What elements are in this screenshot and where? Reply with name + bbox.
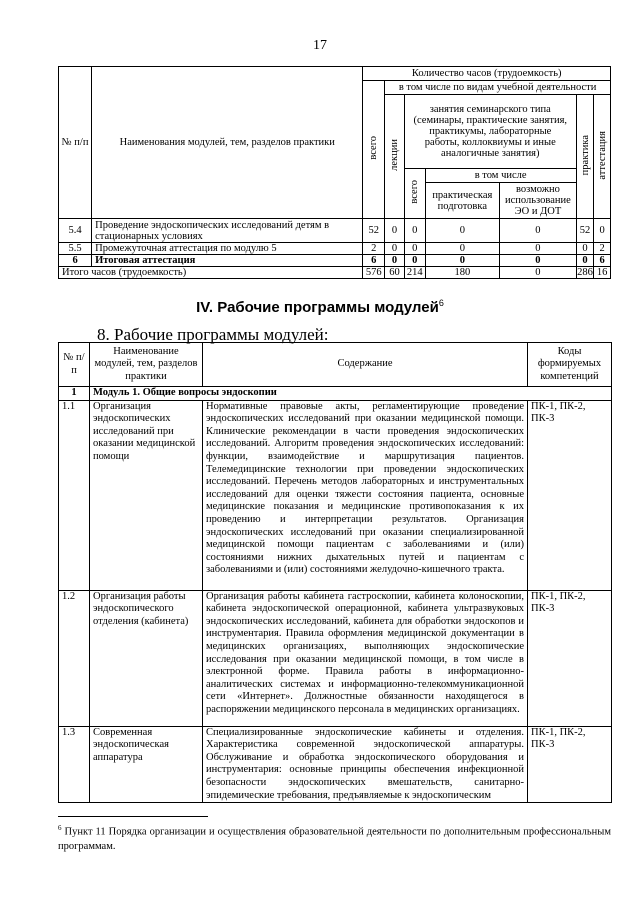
row-num: 5.5 <box>59 243 92 255</box>
row-num: 6 <box>59 255 92 267</box>
total-label: Итого часов (трудоемкость) <box>59 267 363 279</box>
table-row <box>59 400 612 590</box>
row-name: Проведение эндоскопических исследований детям в стационарных условиях <box>92 219 363 243</box>
row-name: Промежуточная аттестация по модулю 5 <box>92 243 363 255</box>
module-title: Модуль 1. Общие вопросы эндоскопии <box>90 387 612 401</box>
header-num: № п/п <box>59 343 90 387</box>
footnote-text: Пункт 11 Порядка организации и осуществления образовательной деятельности по дополнительным профессиональным программам. <box>58 826 611 852</box>
row-codes: ПК-1, ПК-2, ПК-3 <box>528 726 612 803</box>
page-number: 17 <box>313 38 327 53</box>
footnote-ref: 6 <box>438 298 444 308</box>
footnote <box>58 821 611 854</box>
cell: 60 <box>385 267 405 279</box>
row-content: Организация работы кабинета гастроскопии, кабинета колоноскопии, кабинета эндоскопической операционной, кабинета ультразвуковых эндоскопических исследований, кабинета для обработки эндоскопов и инструментария. Правила оформления медицинской документации в медицинских организациях, выполняющих эндоскопические исследования при оказании медицинской помощи, в том числе в электронной форме. Правила работы в информационно-аналитических системах и информационно-телекоммуникационной сети «Интернет». Должностные обязанности находящегося в распоряжении медицинского персонала в медицинских организациях. <box>203 590 528 726</box>
cell: 0 <box>576 243 594 255</box>
cell: 0 <box>500 243 577 255</box>
cell: 16 <box>594 267 611 279</box>
cell: 2 <box>594 243 611 255</box>
cell: 0 <box>500 267 577 279</box>
cell: 0 <box>425 219 500 243</box>
cell: 286 <box>577 267 593 278</box>
cell: 52 <box>363 219 385 243</box>
header-hours: Количество часов (трудоемкость) <box>363 67 611 81</box>
row-content: Специализированные эндоскопические кабинеты и отделения. Характеристика современной эндоскопической аппаратуры. Обслуживание и обработка эндоскопического оборудования и инструментария: основные принципы обеспечения инфекционной безопасности эндоскопических вмешательств, санитарно-эпидемические требования, предъявляемые к эндоскопическим <box>203 726 528 803</box>
cell: 0 <box>594 219 611 243</box>
cell: 0 <box>404 255 425 267</box>
header-name: Наименование модулей, тем, разделов практики <box>90 343 203 387</box>
table-row <box>59 243 611 255</box>
header-attestation: аттестация <box>594 95 611 219</box>
header-all: всего <box>363 81 385 219</box>
header-content: Содержание <box>203 343 528 387</box>
header-by-type: в том числе по видам учебной деятельности <box>385 81 611 95</box>
header-eo-dot: возможно использование ЭО и ДОТ <box>500 183 577 219</box>
cell: 0 <box>425 255 500 267</box>
row-name: Организация эндоскопических исследований при оказании медицинской помощи <box>90 400 203 590</box>
cell: 0 <box>385 255 405 267</box>
cell: 0 <box>404 243 425 255</box>
header-codes: Коды формируемых компетенций <box>528 343 612 387</box>
cell: 180 <box>425 267 500 279</box>
header-seminar: занятия семинарского типа (семинары, практические занятия, практикумы, лабораторные работы, коллоквиумы и иные аналогичные занятия) <box>404 95 576 169</box>
row-num: 5.4 <box>59 219 92 243</box>
cell: 214 <box>404 267 425 279</box>
header-lectures: лекции <box>385 95 405 219</box>
table-row <box>59 590 612 726</box>
section-heading-iv: IV. Рабочие программы модулей$^6$ <box>196 298 444 316</box>
cell: 6 <box>594 255 611 267</box>
cell: 0 <box>404 219 425 243</box>
modules-table <box>58 342 612 803</box>
table-row <box>59 255 611 267</box>
module-num: 1 <box>59 387 90 401</box>
cell: 52 <box>576 219 594 243</box>
header-incl: в том числе <box>425 169 576 183</box>
cell: 0 <box>500 219 577 243</box>
section-heading-8: 8. Рабочие программы модулей: <box>97 325 329 344</box>
header-name: Наименования модулей, тем, разделов практики <box>92 67 363 219</box>
module-row <box>59 387 612 401</box>
row-num: 1.2 <box>59 590 90 726</box>
row-codes: ПК-1, ПК-2, ПК-3 <box>528 400 612 590</box>
cell: 2 <box>363 243 385 255</box>
footnote-mark: 6 <box>58 824 62 832</box>
hours-table <box>58 66 611 279</box>
cell: 0 <box>500 255 577 267</box>
cell: 576 <box>363 267 385 279</box>
table-row <box>59 219 611 243</box>
total-row <box>59 267 611 279</box>
cell: 0 <box>385 243 405 255</box>
header-num: № п/п <box>59 67 92 219</box>
row-num: 1.3 <box>59 726 90 803</box>
header-practical-prep: практическая подготовка <box>425 183 500 219</box>
header-sem-all: всего <box>404 169 425 219</box>
table-row <box>59 726 612 803</box>
cell: 0 <box>576 255 594 267</box>
cell: 0 <box>385 219 405 243</box>
footnote-separator <box>58 816 208 817</box>
row-num: 1.1 <box>59 400 90 590</box>
row-content: Нормативные правовые акты, регламентирующие проведение эндоскопических исследований при оказании медицинской помощи. Клинические рекомендации в части проведения эндоскопических исследований. Алгоритм проведения эндоскопических исследований: функции, взаимодействие и маршрутизация пациентов. Телемедицинские технологии при проведении эндоскопических исследований. Перечень методов лабораторных и инструментальных исследований для оценки тяжести состояния пациента, основные медицинские показания и медицинские противопоказания к их проведению и интерпретации результатов. Организация эндоскопических исследований при оказании специализированной медицинской помощи пациентам с заболеваниями и (или) состояниями нижних дыхательных путей и пациентам с заболеваниями и (или) состояниями желудочно-кишечного тракта. <box>203 400 528 590</box>
row-name: Современная эндоскопическая аппаратура <box>90 726 203 803</box>
row-codes: ПК-1, ПК-2, ПК-3 <box>528 590 612 726</box>
cell: 6 <box>363 255 385 267</box>
row-name: Организация работы эндоскопического отделения (кабинета) <box>90 590 203 726</box>
row-name: Итоговая аттестация <box>92 255 363 267</box>
header-practice: практика <box>576 95 594 219</box>
cell: 0 <box>425 243 500 255</box>
